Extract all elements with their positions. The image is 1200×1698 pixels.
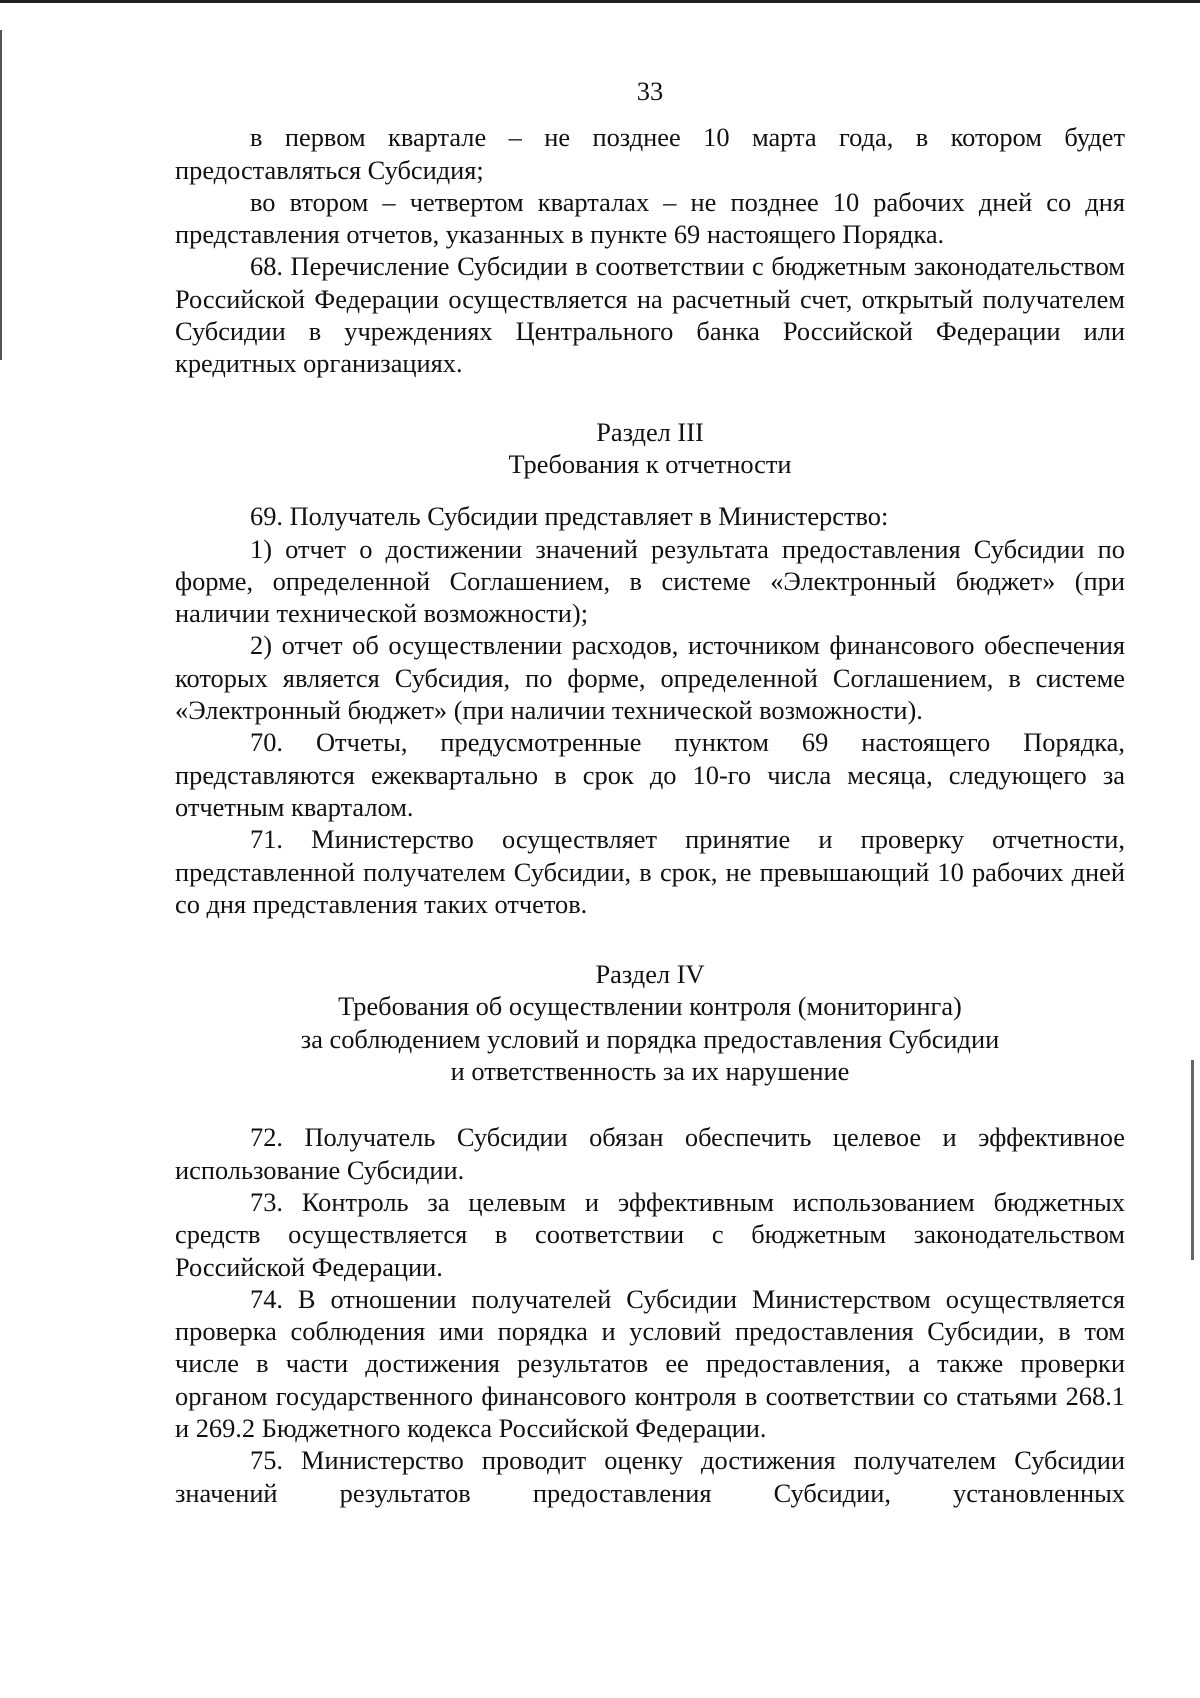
paragraph-72: 72. Получатель Субсидии обязан обеспечить целевое и эффективное использование Субсидии. <box>175 1122 1125 1185</box>
section-4-label: Раздел IV <box>595 959 705 990</box>
section-4-title-line: Требования об осуществлении контроля (мониторинга) <box>338 991 962 1022</box>
scan-border-right <box>1191 1060 1194 1260</box>
paragraph: во втором – четвертом кварталах – не позднее 10 рабочих дней со дня представления отчетов, указанных в пункте 69 настоящего Порядка. <box>175 186 1125 250</box>
section-4-title-line: за соблюдением условий и порядка предоставления Субсидии <box>300 1023 1000 1054</box>
paragraph: в первом квартале – не позднее 10 марта года, в котором будет предоставляться Субсидия; <box>175 122 1125 185</box>
paragraph-69-1: 1) отчет о достижении значений результата предоставления Субсидии по форме, определенной Соглашением, в системе «Электронный бюджет» (при наличии технической возможности); <box>175 533 1125 629</box>
section-4-title-line: и ответственность за их нарушение <box>450 1056 850 1087</box>
document-page <box>175 75 1125 1509</box>
paragraph-73: 73. Контроль за целевым и эффективным использованием бюджетных средств осуществляется в соответствии с бюджетным законодательством Российской Федерации. <box>175 1186 1125 1282</box>
section-3-title: Требования к отчетности <box>508 448 792 479</box>
paragraph-75: 75. Министерство проводит оценку достижения получателем Субсидии значений результатов предоставления Субсидии, установленных <box>175 1445 1125 1508</box>
paragraph-69-2: 2) отчет об осуществлении расходов, источником финансового обеспечения которых является Субсидия, по форме, определенной Соглашением, в системе «Электронный бюджет» (при наличии технической возможности). <box>175 630 1125 726</box>
page-number: 33 <box>636 76 664 106</box>
paragraph-71: 71. Министерство осуществляет принятие и проверку отчетности, представленной получателем Субсидии, в срок, не превышающий 10 рабочих дней со дня представления таких отчетов. <box>175 824 1125 919</box>
paragraph-70: 70. Отчеты, предусмотренные пунктом 69 настоящего Порядка, представляются ежеквартально в срок до 10-го числа месяца, следующего за отчетным кварталом. <box>175 727 1125 822</box>
paragraph-74: 74. В отношении получателей Субсидии Министерством осуществляется проверка соблюдения ими порядка и условий предоставления Субсидии, в том числе в части достижения результатов ее предоставления, а также проверки органом государственного финансового контроля в соответствии со статьями 268.1 и 269.2 Бюджетного кодекса Российской Федерации. <box>175 1283 1125 1443</box>
paragraph-68: 68. Перечисление Субсидии в соответствии с бюджетным законодательством Российской Федерации осуществляется на расчетный счет, открытый получателем Субсидии в учреждениях Центрального банка Российской Федерации или кредитных организациях. <box>175 251 1125 379</box>
scan-border-top <box>0 0 1200 3</box>
paragraph-69: 69. Получатель Субсидии представляет в Министерство: <box>250 501 889 532</box>
scan-border-left <box>0 30 2 360</box>
section-3-label: Раздел III <box>596 416 704 447</box>
